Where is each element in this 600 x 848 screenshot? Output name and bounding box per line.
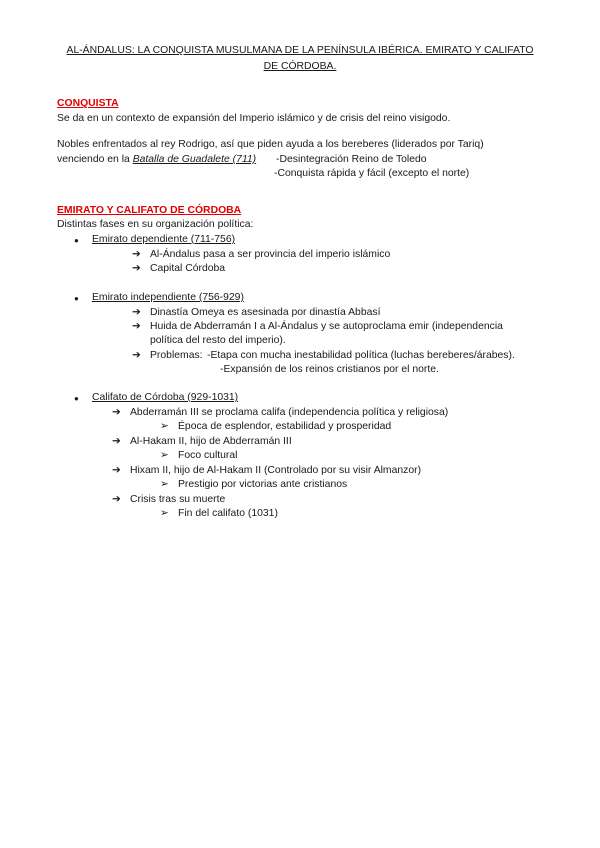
battle-prefix: venciendo en la	[57, 154, 133, 165]
sub-arrow-icon: ➢	[160, 479, 169, 490]
sub-arrow-icon: ➢	[160, 421, 169, 432]
conquista-paragraph-1: Se da en un contexto de expansión del Imperio islámico y de crisis del reino visigodo.	[57, 113, 451, 124]
section-heading-conquista: CONQUISTA	[57, 98, 119, 109]
phase-2-item-2-line-1: Huida de Abderramán I a Al-Ándalus y se autoproclama emir (independencia	[150, 321, 503, 332]
section-heading-emirato: EMIRATO Y CALIFATO DE CÓRDOBA	[57, 205, 242, 216]
bullet-icon: ●	[74, 394, 79, 403]
arrow-icon: ➔	[112, 465, 121, 476]
battle-name: Batalla de Guadalete (711)	[132, 154, 257, 165]
phase-2-label: Emirato independiente (756-929)	[92, 292, 244, 303]
phase-1-label: Emirato dependiente (711-756)	[92, 234, 236, 245]
arrow-icon: ➔	[132, 249, 141, 260]
arrow-icon: ➔	[112, 407, 121, 418]
bullet-icon: ●	[74, 236, 79, 245]
phase-1-item-2: Capital Córdoba	[150, 263, 226, 274]
phase-3-crisis-note: Fin del califato (1031)	[178, 508, 278, 519]
phase-3-ruler-3-note: Prestigio por victorias ante cristianos	[178, 479, 348, 490]
sub-arrow-icon: ➢	[160, 508, 169, 519]
arrow-icon: ➔	[112, 436, 121, 447]
phase-3-ruler-3: Hixam II, hijo de Al-Hakam II (Controlado por su visir Almanzor)	[130, 465, 422, 476]
phase-3-ruler-1: Abderramán III se proclama califa (independencia política y religiosa)	[130, 407, 449, 418]
phase-3-ruler-2: Al-Hakam II, hijo de Abderramán III	[130, 436, 292, 447]
bullet-icon: ●	[74, 294, 79, 303]
sub-arrow-icon: ➢	[160, 450, 169, 461]
arrow-icon: ➔	[132, 321, 141, 332]
emirato-intro: Distintas fases en su organización política:	[57, 219, 254, 230]
conquista-paragraph-2-line-2	[57, 153, 256, 167]
phase-2-item-2-line-2: política del resto del imperio).	[150, 335, 286, 346]
phase-3-ruler-1-note: Época de esplendor, estabilidad y prosperidad	[178, 421, 392, 432]
phase-3-ruler-2-note: Foco cultural	[178, 450, 238, 461]
phase-1-item-1: Al-Ándalus pasa a ser provincia del imperio islámico	[150, 249, 391, 260]
conquista-paragraph-2-line-1: Nobles enfrentados al rey Rodrigo, así que piden ayuda a los bereberes (liderados por Tariq)	[57, 139, 484, 150]
conquista-result-2: -Conquista rápida y fácil (excepto el norte)	[274, 168, 470, 179]
arrow-icon: ➔	[132, 350, 141, 361]
arrow-icon: ➔	[132, 263, 141, 274]
phase-2-item-3-label: Problemas:	[150, 350, 203, 361]
phase-3-crisis: Crisis tras su muerte	[130, 494, 226, 505]
phase-3-label: Califato de Córdoba (929-1031)	[92, 392, 239, 403]
arrow-icon: ➔	[132, 307, 141, 318]
phase-2-item-3-line-2: -Expansión de los reinos cristianos por el norte.	[220, 364, 439, 375]
page-title: AL-ÁNDALUS: LA CONQUISTA MUSULMANA DE LA PENÍNSULA IBÉRICA. EMIRATO Y CALIFATO DE CÓRDOBA.	[66, 45, 534, 72]
phase-2-item-1: Dinastía Omeya es asesinada por dinastía Abbasí	[150, 307, 381, 318]
conquista-result-1: -Desintegración Reino de Toledo	[276, 154, 427, 165]
arrow-icon: ➔	[112, 494, 121, 505]
phase-2-item-3-line-1: -Etapa con mucha inestabilidad política (luchas bereberes/árabes).	[207, 350, 515, 361]
